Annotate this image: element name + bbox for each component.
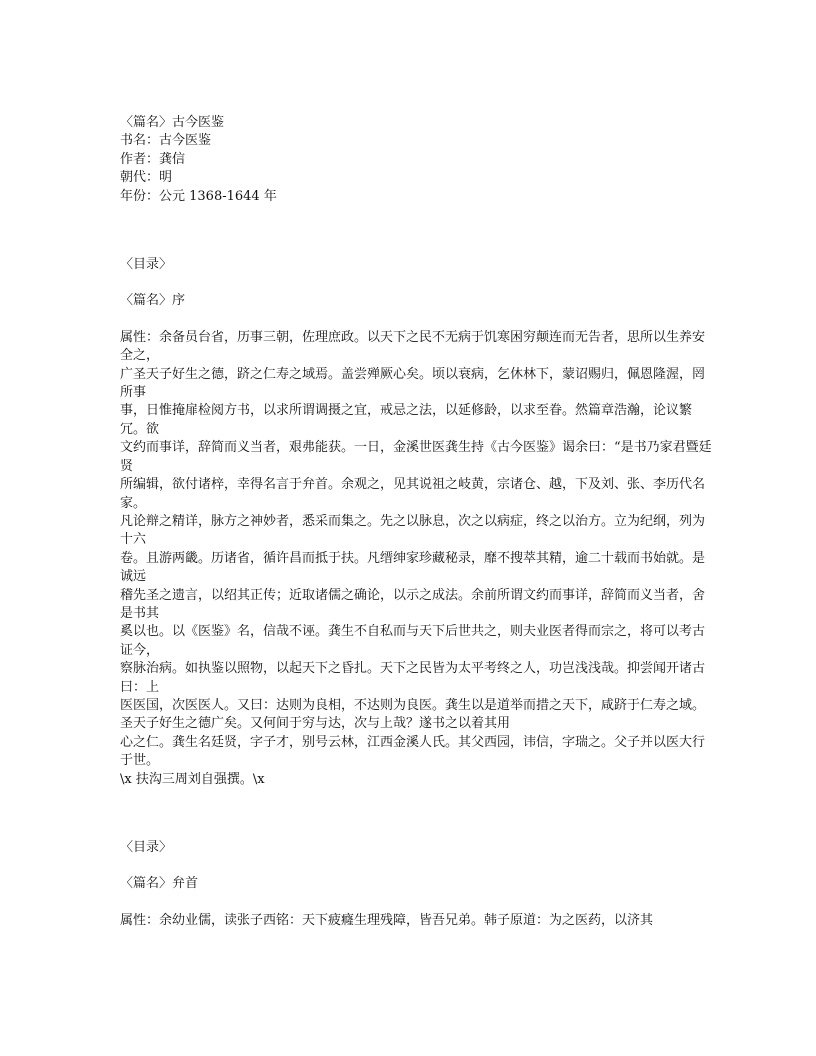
spacer: [120, 789, 712, 839]
text-line: 心之仁。龚生名廷贤，字子才，别号云林，江西金溪人氏。其父西园，讳信，字瑞之。父子并以医大行于世。: [120, 734, 706, 769]
text-line: 圣天子好生之德广矣。又何间于穷与达，次与上哉？遂书之以着其用: [120, 716, 511, 732]
text-line: 属性：余幼业儒，读张子西铭：天下疲癃生理残障，皆吾兄弟。韩子原道：为之医药，以济其: [120, 912, 654, 928]
text-line: 卷。且游两畿。历诸省，循许昌而抵于扶。凡缙绅家珍藏秘录，靡不搜萃其精，逾二十载而书始就。是诚远: [120, 550, 706, 585]
dynasty-line: 朝代：明: [120, 170, 173, 186]
text-line: 察脉治病。如执鉴以照物，以起天下之昏扎。天下之民皆为太平考终之人，功岂浅浅哉。抑尝闻开诸古曰：上: [120, 661, 706, 695]
spacer: [120, 857, 712, 875]
spacer: [120, 206, 712, 256]
spacer: [120, 274, 712, 292]
text-line: 属性：余备员台省，历事三朝，佐理庶政。以天下之民不无病于饥寒困穷颠连而无告者，思所以生养安全之，: [120, 329, 706, 364]
book-title-line: 〈篇名〉古今医鉴: [120, 115, 225, 130]
chapter-heading-preface: 〈篇名〉序: [120, 293, 186, 309]
foreword-text: [120, 912, 712, 930]
text-line: 所编辑，欲付诸梓，幸得名言于弁首。余观之，见其说祖之岐黄，宗诸仓、越，下及刘、张、李历代名家。: [120, 477, 706, 511]
book-name-line: 书名：古今医鉴: [120, 133, 212, 149]
text-line: 医医国，次医医人。又曰：达则为良相，不达则为良医。龚生以是道举而措之天下，咸跻于仁寿之域。: [120, 697, 706, 713]
text-line: 稽先圣之遗言，以绍其正传；近取诸儒之确论，以示之成法。余前所谓文约而事详，辞简而义当者，舍是书其: [120, 587, 706, 621]
chapter-heading-foreword: 〈篇名〉弁首: [120, 876, 199, 892]
book-metadata: [120, 114, 712, 206]
preface-text: [120, 329, 712, 789]
toc-heading: 〈目录〉: [120, 257, 173, 273]
toc-heading: 〈目录〉: [120, 840, 173, 855]
text-line: 奚以也。以《医鉴》名，信哉不诬。龚生不自私而与天下后世共之，则夫业医者得而宗之，将可以考古证今，: [120, 624, 706, 658]
year-line: 年份：公元 1368-1644 年: [120, 188, 277, 204]
spacer: [120, 311, 712, 329]
document-page: [120, 114, 712, 930]
spacer: [120, 894, 712, 912]
author-line: 作者：龚信: [120, 151, 186, 167]
text-line: 事，日惟掩扉检阅方书，以求所谓调摄之宜，戒忌之法，以延修龄，以求至眷。然篇章浩瀚，论议繁冗。欲: [120, 403, 693, 437]
text-line: 广圣天子好生之德，跻之仁寿之域焉。盖尝殚厥心矣。顷以衰病，乞休林下，蒙诏赐归，佩恩隆渥，罔所事: [120, 366, 706, 401]
signature-line: \x 扶沟三周刘自强撰。\x: [120, 771, 265, 787]
text-line: 凡论辩之精详，脉方之神妙者，悉采而集之。先之以脉息，次之以病症，终之以治方。立为纪纲，列为十六: [120, 513, 706, 548]
text-line: 文约而事详，辞简而义当者，艰弗能获。一日，金溪世医龚生持《古今医鉴》谒余曰：“是书乃家君暨廷贤: [120, 440, 712, 474]
